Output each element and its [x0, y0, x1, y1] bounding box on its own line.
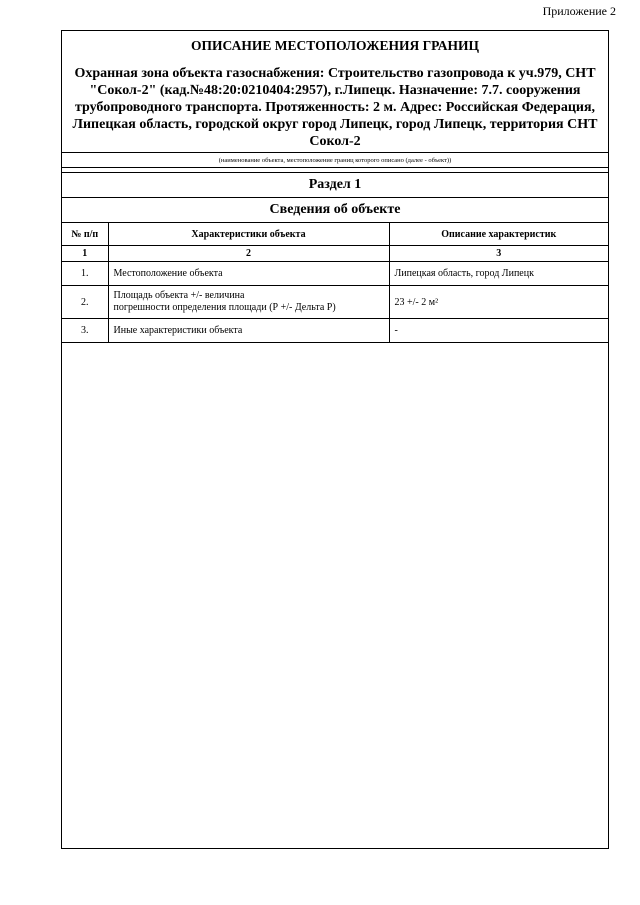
table-header-row	[62, 223, 608, 246]
row-characteristic: Местоположение объекта	[108, 262, 389, 286]
row-number: 1.	[62, 262, 108, 286]
column-number: 3	[389, 246, 608, 262]
header-characteristic: Характеристики объекта	[108, 223, 389, 246]
table-row	[62, 286, 608, 319]
row-characteristic: Иные характеристики объекта	[108, 319, 389, 343]
object-caption: (наименование объекта, местоположение границ которого описано (далее - объект))	[62, 152, 608, 168]
row-value: 23 +/- 2 м²	[389, 286, 608, 319]
document-title: ОПИСАНИЕ МЕСТОПОЛОЖЕНИЯ ГРАНИЦ	[191, 38, 479, 53]
column-number: 1	[62, 246, 108, 262]
subsection-title: Сведения об объекте	[62, 197, 608, 222]
header-number: № п/п	[62, 223, 108, 246]
row-number: 2.	[62, 286, 108, 319]
column-number: 2	[108, 246, 389, 262]
row-value: -	[389, 319, 608, 343]
appendix-label: Приложение 2	[542, 4, 616, 18]
table-row	[62, 262, 608, 286]
header-description: Описание характеристик	[389, 223, 608, 246]
row-characteristic	[108, 286, 389, 319]
object-description: Охранная зона объекта газоснабжения: Строительство газопровода к уч.979, СНТ "Сокол-2" (кад.№48:20:0210404:2957), г.Липецк. Назначение: 7.7. сооружения трубопроводного транспорта. Протяженность: 2 м. Адрес: Российская Федерация, Липецкая область, городской округ город Липецк, город Липецк, территория СНТ Сокол-2	[72, 66, 598, 149]
row-value: Липецкая область, город Липецк	[389, 262, 608, 286]
column-number-row	[62, 246, 608, 262]
table-row	[62, 319, 608, 343]
row-characteristic-line: погрешности определения площади (Р +/- Дельта Р)	[113, 302, 336, 313]
row-characteristic-line: Площадь объекта +/- величина	[113, 290, 245, 301]
section-title: Раздел 1	[62, 172, 608, 197]
document-frame	[61, 30, 609, 849]
row-number: 3.	[62, 319, 108, 343]
object-info-table	[62, 222, 608, 343]
